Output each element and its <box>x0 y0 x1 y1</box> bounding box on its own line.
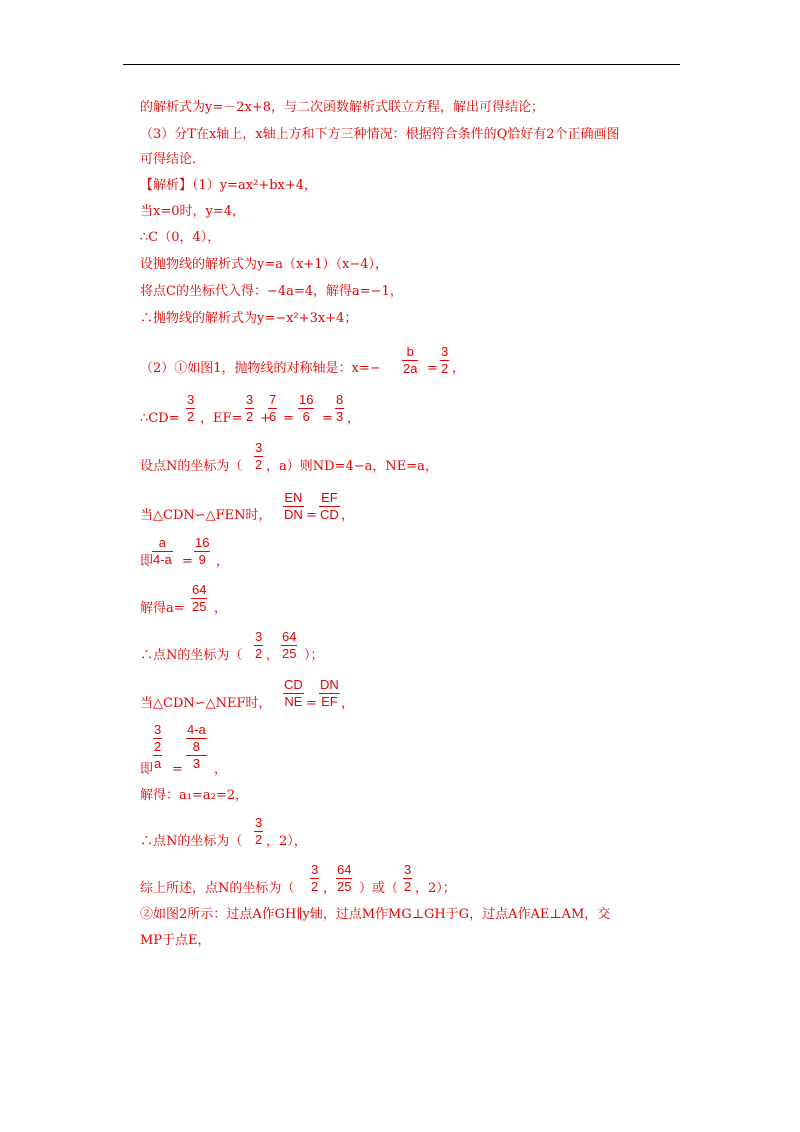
text-line-6: ∴C（0，4）， <box>140 230 221 245</box>
text-line-14: 即 <box>140 554 154 569</box>
fraction-8-over-3: 8 3 <box>336 392 344 424</box>
n1-close: ）； <box>304 648 324 663</box>
fraction-n1-x: 3 2 <box>255 629 263 661</box>
fraction-a-over-4-a: a 4-a <box>153 535 172 567</box>
text-line-11: ∴CD= <box>140 411 180 426</box>
text-line-13: 当△CDN∽△FEN时， <box>140 508 272 523</box>
text-line-3: 可得结论． <box>140 152 206 167</box>
equals-sign: = <box>283 411 294 426</box>
text-line-19: 解得：a₁=a₂=2， <box>140 788 248 803</box>
fraction-16-over-9: 16 9 <box>195 535 210 567</box>
n2-rest: ，2）， <box>266 834 307 849</box>
comma: ， <box>214 762 228 777</box>
text-line-10: （2）①如图1，抛物线的对称轴是：x=− <box>140 361 381 376</box>
plus-sign: + <box>260 411 271 426</box>
text-line-8: 将点C的坐标代入得：−4a=4，解得a=−1， <box>140 284 403 299</box>
comma: ， <box>341 696 355 711</box>
equals-sign: = <box>172 762 183 777</box>
equals-sign: = <box>306 508 317 523</box>
ef-label: ，EF= <box>200 411 243 426</box>
compound-fraction-right: 4-a 8 3 <box>187 722 206 771</box>
text-line-17: 当△CDN∽△NEF时， <box>140 696 272 711</box>
text-line-4 <box>140 178 317 194</box>
text-line-23: MP于点E， <box>140 933 211 948</box>
equals-sign: = <box>182 554 193 569</box>
comma: ， <box>347 411 361 426</box>
comma: ， <box>214 601 228 616</box>
analysis-part1: （1）y=ax²+bx+4， <box>192 178 318 193</box>
fraction-s1-x: 3 2 <box>311 862 319 894</box>
n-coord-rest: ，a）则ND=4−a，NE=a， <box>266 459 438 474</box>
fraction-en-over-dn: EN DN <box>284 490 303 522</box>
text-line-16: ∴点N的坐标为（ <box>140 648 243 663</box>
fraction-ef-over-cd: EF CD <box>320 490 339 522</box>
fraction-64-over-25: 64 25 <box>192 582 207 614</box>
fraction-16-over-6: 16 6 <box>299 392 314 424</box>
text-line-18: 即 <box>140 762 154 777</box>
text-line-9: ∴抛物线的解析式为y=−x²+3x+4； <box>140 311 358 326</box>
fraction-b-over-2a: b 2a <box>403 344 418 376</box>
fraction-cd-value: 3 2 <box>187 392 195 424</box>
fraction-7-over-6: 7 6 <box>269 392 277 424</box>
comma: ， <box>216 554 230 569</box>
text-line-22: ②如图2所示：过点A作GH∥y轴，过点M作MG⊥GH于G，过点A作AE⊥AM，交 <box>140 907 611 922</box>
fraction-dn-over-ef: DN EF <box>320 677 339 709</box>
equals-sign: = <box>427 361 438 376</box>
equals-sign: = <box>322 411 333 426</box>
compound-fraction-left: 3 2 a <box>154 722 162 771</box>
fraction-s1-y: 64 25 <box>337 862 352 894</box>
summary-or: ）或（ <box>359 881 399 896</box>
comma: ， <box>341 508 355 523</box>
fraction-n1-y: 64 25 <box>282 629 297 661</box>
text-line-2: （3）分T在x轴上，x轴上方和下方三种情况：根据符合条件的Q恰好有2个正确画图 <box>140 127 620 142</box>
fraction-n2-x: 3 2 <box>255 815 263 847</box>
equals-sign: = <box>306 696 317 711</box>
text-line-15: 解得a= <box>140 601 185 616</box>
comma: ， <box>323 881 337 896</box>
fraction-3-over-2-b: 3 2 <box>246 392 254 424</box>
fraction-cd-over-ne: CD NE <box>284 677 303 709</box>
analysis-tag: 【解析】 <box>140 178 193 193</box>
comma: ， <box>266 648 280 663</box>
text-line-21: 综上所述，点N的坐标为（ <box>140 881 295 896</box>
fraction-s2-x: 3 2 <box>404 862 412 894</box>
fraction-3-over-2: 3 2 <box>441 344 449 376</box>
fraction-n-x: 3 2 <box>255 440 263 472</box>
text-line-7: 设抛物线的解析式为y=a（x+1）（x−4）， <box>140 257 388 272</box>
comma: ， <box>452 361 466 376</box>
text-line-12: 设点N的坐标为（ <box>140 459 243 474</box>
text-line-20: ∴点N的坐标为（ <box>140 834 243 849</box>
header-rule <box>123 64 680 65</box>
text-line-5: 当x=0时，y=4， <box>140 204 246 219</box>
summary-end: ，2）； <box>415 881 456 896</box>
text-line-1: 的解析式为y=－2x+8，与二次函数解析式联立方程，解出可得结论； <box>140 100 545 115</box>
